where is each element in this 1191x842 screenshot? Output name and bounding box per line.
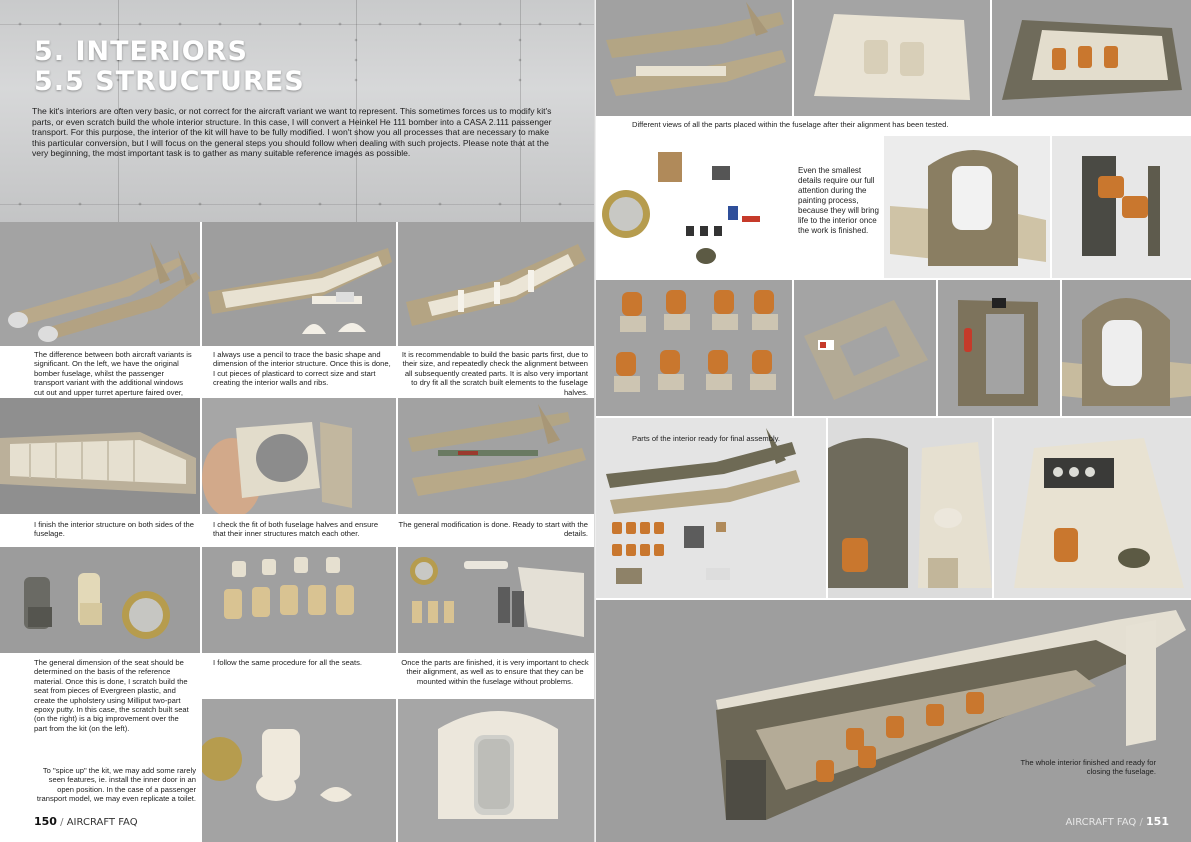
- photo-fuselage-views: [596, 0, 792, 116]
- photo-ready-assembly: [596, 418, 826, 598]
- photo-fit-check: [202, 398, 396, 514]
- photo-cabin-seats-angle: [992, 0, 1191, 116]
- left-folio-label: AIRCRAFT FAQ: [66, 817, 138, 828]
- photo-cockpit-view: [994, 418, 1191, 598]
- caption-variants: The difference between both aircraft variants is significant. On the left, we have the original bomber fuselage, whilst the passenger transport variant with the additional windows cut out and upper turret aperture faired over,: [34, 350, 192, 397]
- photo-inner-door: [398, 699, 595, 842]
- photo-pencil-trace: [202, 222, 396, 346]
- photo-bulkhead-rear: [1062, 280, 1191, 416]
- caption-both-sides: I finish the interior structure on both sides of the fuselage.: [34, 520, 194, 539]
- right-page: [596, 0, 1191, 842]
- photo-basic-parts: [398, 222, 595, 346]
- right-folio-label: AIRCRAFT FAQ: [1065, 817, 1137, 828]
- intro-paragraph: The kit's interiors are often very basic, or not correct for the aircraft variant we want to represent. This sometimes forces us to modify kit's parts, or even scratch build the whole interior structure. In this case, I will convert a Heinkel He 111 bomber into a CASA 2.111 passenger transport. For this purpose, the interior of the kit will have to be fully modified. I won't show you all processes that are necessary to make this particular conversion, but I will focus on the general steps you should follow when dealing with such projects. Please note that at the very beginning, the most important task is to gather as many suitable reference images as possible.: [32, 106, 552, 159]
- photo-cockpit-seats: [1052, 136, 1191, 278]
- photo-finished-interior: [596, 600, 1191, 842]
- caption-basic-parts: It is recommendable to build the basic parts first, due to their size, and repeatedly check the alignment between all subsequently created parts. It is also very important to dry fit all the scratch built elements to the fuselage halves.: [401, 350, 588, 397]
- photo-orange-seats: [596, 280, 792, 416]
- caption-all-seats: I follow the same procedure for all the seats.: [213, 658, 362, 667]
- photo-cabin-toilet: [828, 418, 992, 598]
- photo-bulkhead-front: [884, 136, 1050, 278]
- left-page-number: 150: [34, 815, 57, 828]
- photo-cabin-open: [794, 0, 990, 116]
- photo-general-mod: [398, 398, 595, 514]
- photo-small-parts: [596, 136, 792, 278]
- photo-all-seats: [202, 547, 396, 653]
- left-folio: [34, 815, 138, 828]
- photo-two-fuselages: [0, 222, 200, 346]
- left-page: [0, 0, 595, 842]
- caption-general-mod: The general modification is done. Ready to start with the details.: [398, 520, 588, 539]
- photo-seat-comparison: [0, 547, 200, 653]
- caption-fit-check: I check the fit of both fuselage halves and ensure that their inner structures match each other.: [213, 520, 379, 539]
- section-heading: 5.5 STRUCTURES: [34, 66, 305, 97]
- caption-spice-up: To "spice up" the kit, we may add some rarely seen features, ie. install the inner door in an open position. In the case of a passenger transport model, we may even replicate a toilet.: [36, 766, 196, 804]
- right-folio-separator: /: [1139, 817, 1143, 828]
- photo-toilet: [202, 699, 396, 842]
- photo-panel-window: [794, 280, 936, 416]
- photo-parts-alignment: [398, 547, 595, 653]
- caption-seat: The general dimension of the seat should be determined on the basis of the reference material. Once this is done, I scratch build the seat from pieces of Evergreen plastic, and create the upholstery using Milliput two-part epoxy putty. In this case, the scratch built seat (on the right) is a big improvement over the part from the kit (on the left).: [34, 658, 189, 733]
- right-folio: [1065, 815, 1169, 828]
- photo-interior-ribs: [0, 398, 200, 514]
- right-page-number: 151: [1146, 815, 1169, 828]
- left-folio-separator: /: [60, 817, 64, 828]
- caption-finished: The whole interior finished and ready for closing the fuselage.: [1020, 758, 1156, 777]
- caption-ready-assembly: Parts of the interior ready for final assembly.: [632, 434, 780, 443]
- caption-pencil: I always use a pencil to trace the basic shape and dimension of the interior structure. Once this is done, I cut pieces of plasticard to correct size and start creating the interior walls and ribs.: [213, 350, 391, 388]
- chapter-heading: 5. INTERIORS: [34, 36, 248, 67]
- caption-smallest-details: Even the smallest details require our full attention during the painting process, because they will bring life to the interior once the work is finished.: [798, 166, 879, 235]
- caption-different-views: Different views of all the parts placed within the fuselage after their alignment has been tested.: [632, 120, 949, 129]
- caption-alignment: Once the parts are finished, it is very important to check their alignment, as well as to ensure that they can be mounted within the fuselage without problems.: [401, 658, 589, 686]
- photo-panel-fire-ext: [938, 280, 1060, 416]
